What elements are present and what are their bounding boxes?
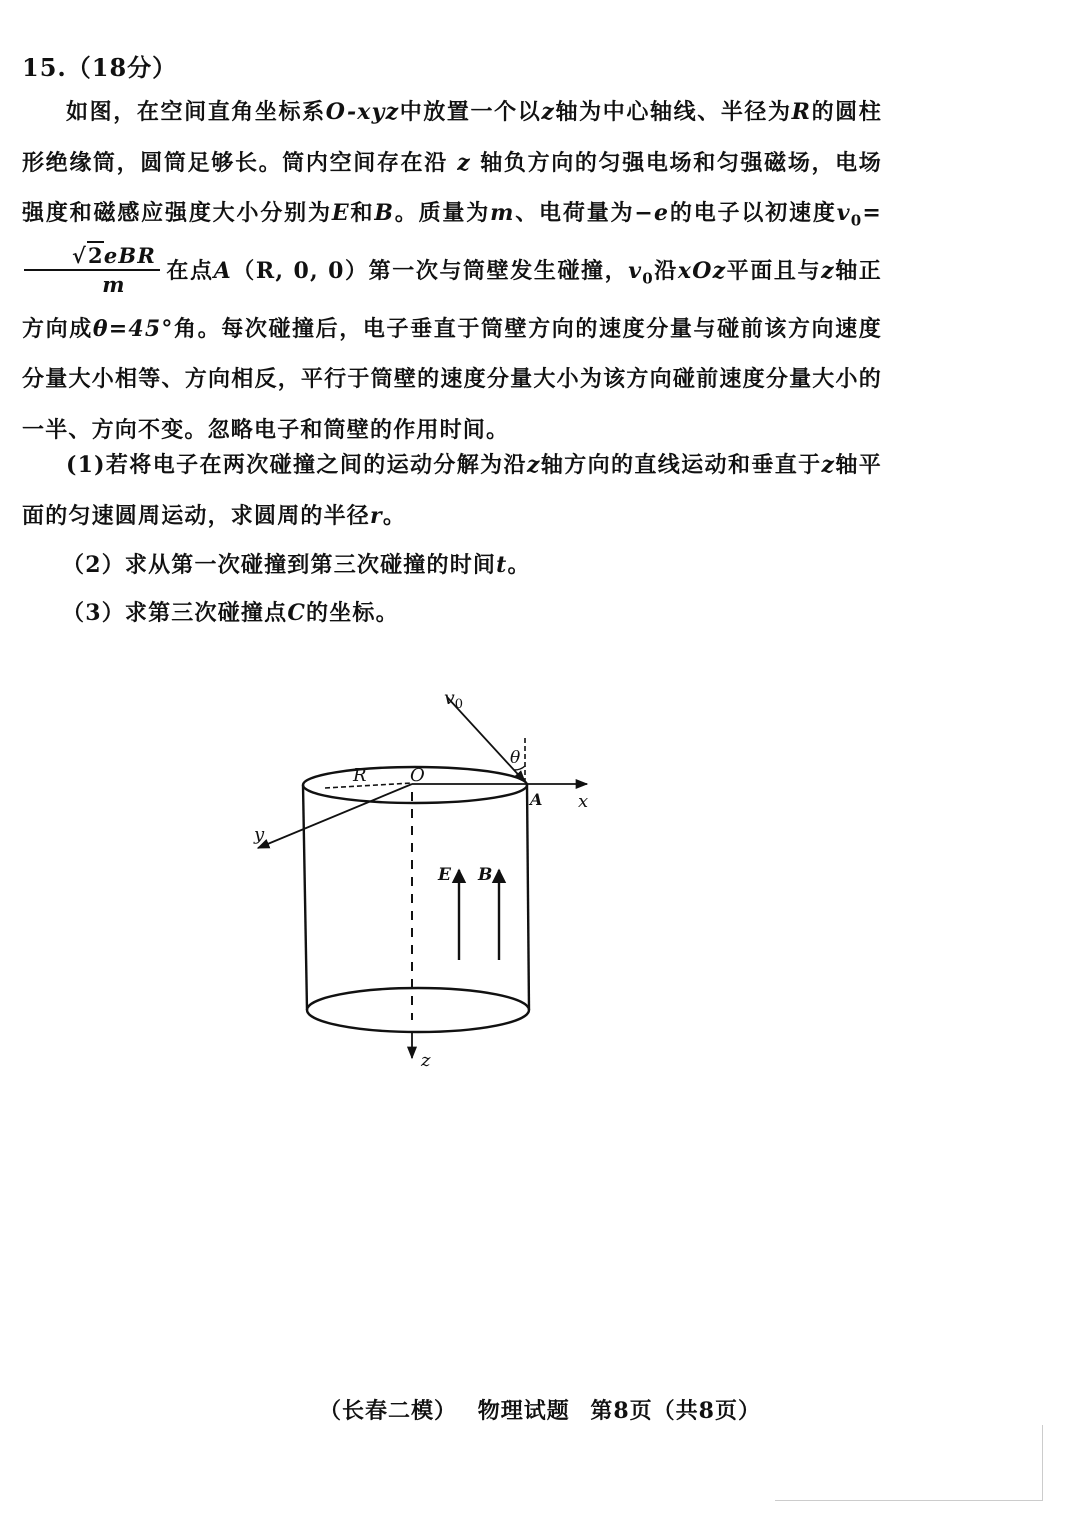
sub-question-3 (62, 588, 922, 639)
scan-edge-line (775, 1500, 1043, 1501)
label-E: E (438, 865, 451, 885)
label-v0-subscript: 0 (454, 697, 464, 712)
page-footer (0, 1394, 1080, 1425)
var-t: t (496, 552, 508, 578)
sqrt-sign: √ (72, 242, 88, 268)
sub1-text: (1)若将电子在两次碰撞之间的运动分解为沿 (66, 452, 527, 478)
var-z: z (541, 99, 556, 125)
point-A-coords: （R, 0, 0） (231, 257, 369, 284)
var-v0 (628, 257, 654, 288)
sqrt-argument: 2 (88, 242, 104, 268)
label-theta: θ (510, 748, 521, 768)
stem-text: 在点 (166, 257, 214, 284)
sub1-text: 轴方向的直线运动和垂直于 (540, 452, 822, 478)
var-B: B (374, 200, 395, 226)
velocity-fraction (24, 242, 160, 297)
fraction-denominator: m (102, 271, 126, 297)
stem-text: 平面且与 (726, 257, 822, 284)
v0-letter: v (628, 257, 643, 284)
fraction-numerator (24, 242, 160, 271)
stem-text: 如图，在空间直角坐标系 (66, 99, 326, 125)
point-A: A (213, 257, 232, 284)
stem-text: 第一次与筒壁发生碰撞， (368, 257, 629, 284)
theta-value: θ=45° (92, 315, 174, 342)
question-number: 15.（18分） (22, 53, 178, 82)
stem-text: 轴负方向的匀强电场和匀强磁场，电场强度和磁感应强度大小分别为 (22, 149, 883, 226)
var-m: m (490, 200, 515, 226)
var-z: z (821, 452, 836, 478)
cylinder-diagram (240, 680, 620, 1080)
coord-system: O-xyz (325, 99, 400, 125)
cylinder-bottom-ellipse (307, 988, 529, 1032)
label-v0-letter: v (444, 687, 455, 709)
var-charge: −e (634, 200, 670, 226)
var-z: z (457, 149, 471, 176)
scan-edge-line (1042, 1425, 1043, 1501)
y-axis (258, 784, 412, 848)
var-v0 (836, 200, 863, 230)
cylinder-right-side (527, 785, 529, 1010)
sub2-text: 。 (507, 552, 531, 578)
numerator-rest: eBR (103, 242, 156, 268)
question-stem (22, 87, 882, 455)
footer-exam-name: （长春二模） (319, 1398, 458, 1424)
label-x: x (578, 791, 589, 812)
stem-text: 和 (349, 200, 375, 226)
plane-xOz: xOz (677, 257, 727, 284)
label-v0 (444, 687, 463, 712)
var-R: R (791, 99, 812, 125)
label-B: B (478, 865, 493, 885)
stem-text: 、电荷量为 (514, 200, 635, 226)
stem-text: 轴正方向成 (22, 257, 882, 342)
stem-text: 的电子以初速度 (669, 200, 837, 226)
sub3-text: 的坐标。 (306, 600, 399, 626)
var-C: C (287, 600, 307, 626)
sub-question-2 (62, 540, 922, 591)
label-A: A (530, 790, 543, 809)
stem-text: 。质量为 (394, 200, 491, 226)
stem-text: 轴为中心轴线、半径为 (555, 99, 792, 125)
radius-dashed-line (325, 783, 412, 788)
v0-letter: v (836, 200, 851, 226)
label-y: y (254, 824, 265, 845)
v0-subscript: 0 (642, 269, 654, 288)
label-O: O (410, 765, 425, 786)
stem-text: 的圆柱形绝缘筒，圆筒足够长。筒内空间存在沿 (22, 99, 883, 176)
var-z: z (821, 257, 835, 284)
equals-sign: = (862, 200, 882, 226)
stem-text: 角。每次碰撞后，电子垂直于筒壁方向的速度分量与碰前该方向速度分量大小相等、方向相反，平行于筒壁的速度分量大小为该方向碰前速度分量大小的一半、方向不变。忽略电子和筒壁的作用时间。 (22, 315, 882, 443)
sub-question-1 (22, 440, 882, 541)
sub1-text: 。 (382, 502, 407, 529)
var-z: z (526, 452, 541, 478)
v0-subscript: 0 (850, 211, 863, 230)
var-E: E (331, 200, 350, 226)
label-R: R (353, 765, 367, 786)
cylinder-left-side (303, 785, 307, 1010)
sub3-text: （3）求第三次碰撞点 (62, 600, 288, 626)
label-z: z (421, 1050, 431, 1071)
footer-page-number: 第8页（共8页） (590, 1398, 761, 1424)
stem-text: 中放置一个以 (399, 99, 542, 125)
sub2-text: （2）求从第一次碰撞到第三次碰撞的时间 (62, 552, 497, 578)
var-r: r (370, 502, 383, 529)
sub1-text: 轴平面的匀速圆周运动，求圆周的半径 (22, 452, 882, 529)
footer-subject: 物理试题 (477, 1398, 570, 1424)
stem-text: 沿 (653, 257, 678, 284)
